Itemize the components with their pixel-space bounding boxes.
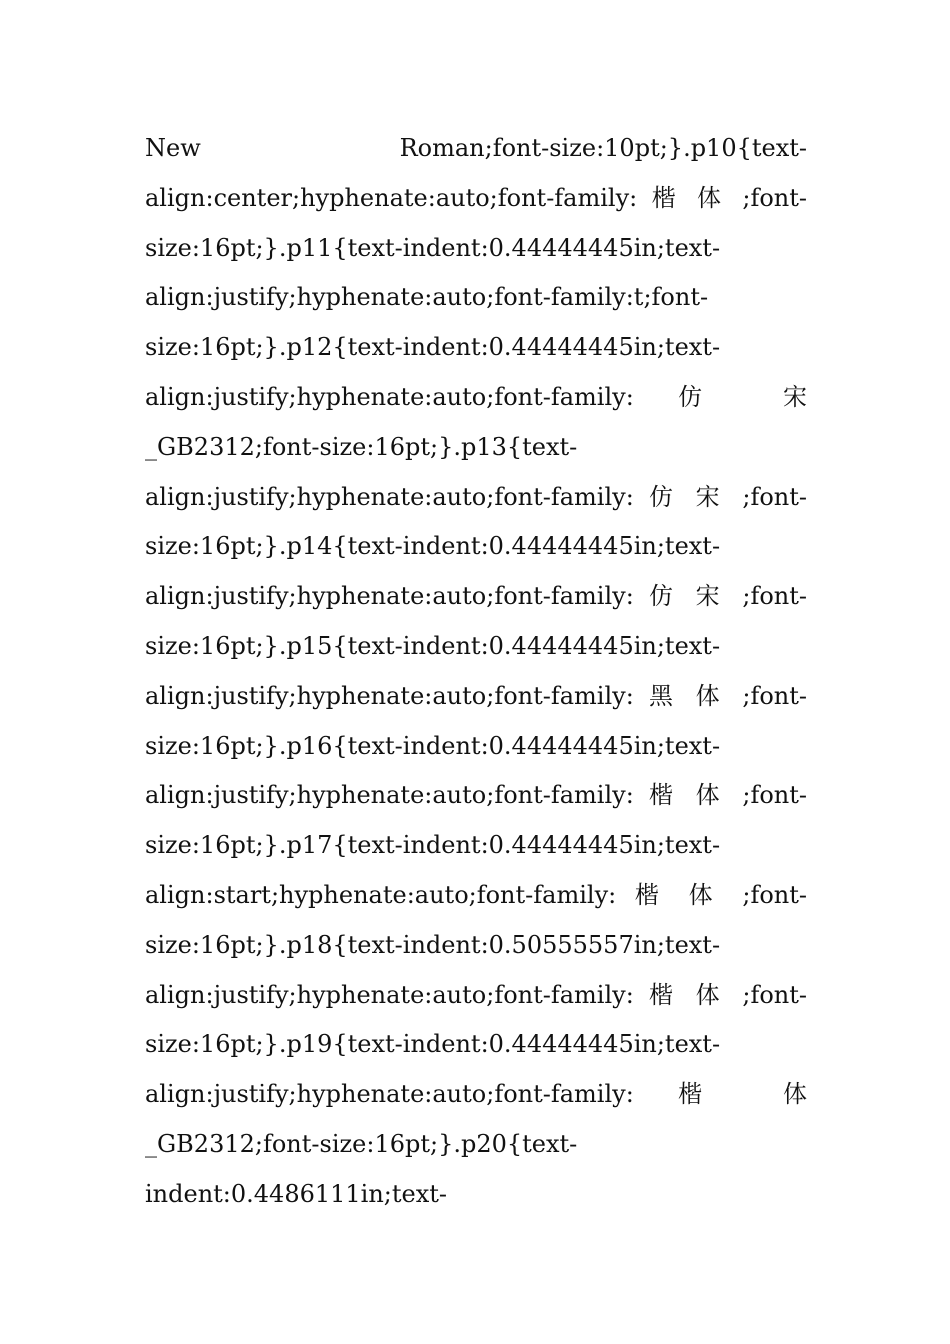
text-line-16: align:start;hyphenate:auto;font-family: 楷 体 ;font-	[145, 880, 807, 909]
body-text	[145, 124, 807, 1220]
text-line-5: size:16pt;}.p12{text-indent:0.44444445in;text-	[145, 333, 721, 362]
text-line-6: align:justify;hyphenate:auto;font-family: 仿 宋	[145, 382, 807, 411]
text-line-19: size:16pt;}.p19{text-indent:0.44444445in;text-	[145, 1030, 721, 1059]
text-line-18: align:justify;hyphenate:auto;font-family: 楷 体 ;font-	[145, 980, 807, 1009]
text-line-15: size:16pt;}.p17{text-indent:0.44444445in;text-	[145, 831, 721, 860]
text-line-17: size:16pt;}.p18{text-indent:0.50555557in;text-	[145, 930, 721, 959]
text-line-4: align:justify;hyphenate:auto;font-family:t;font-	[145, 283, 709, 312]
text-line-1: New Roman;font-size:10pt;}.p10{text-	[145, 134, 807, 162]
text-line-8: align:justify;hyphenate:auto;font-family: 仿 宋 ;font-	[145, 482, 807, 511]
text-line-12: align:justify;hyphenate:auto;font-family: 黑 体 ;font-	[145, 681, 807, 710]
text-line-14: align:justify;hyphenate:auto;font-family: 楷 体 ;font-	[145, 781, 807, 810]
text-line-11: size:16pt;}.p15{text-indent:0.44444445in;text-	[145, 631, 721, 660]
text-line-2: align:center;hyphenate:auto;font-family: 楷 体 ;font-	[145, 183, 807, 212]
text-line-20: align:justify;hyphenate:auto;font-family: 楷 体	[145, 1080, 807, 1109]
text-line-13: size:16pt;}.p16{text-indent:0.44444445in;text-	[145, 731, 721, 760]
text-line-22: indent:0.4486111in;text-	[145, 1179, 448, 1208]
text-line-9: size:16pt;}.p14{text-indent:0.44444445in;text-	[145, 532, 721, 561]
text-line-7: _GB2312;font-size:16pt;}.p13{text-	[145, 432, 578, 461]
text-line-21: _GB2312;font-size:16pt;}.p20{text-	[145, 1129, 578, 1158]
text-line-3: size:16pt;}.p11{text-indent:0.44444445in;text-	[145, 233, 721, 262]
text-line-10: align:justify;hyphenate:auto;font-family: 仿 宋 ;font-	[145, 582, 807, 611]
